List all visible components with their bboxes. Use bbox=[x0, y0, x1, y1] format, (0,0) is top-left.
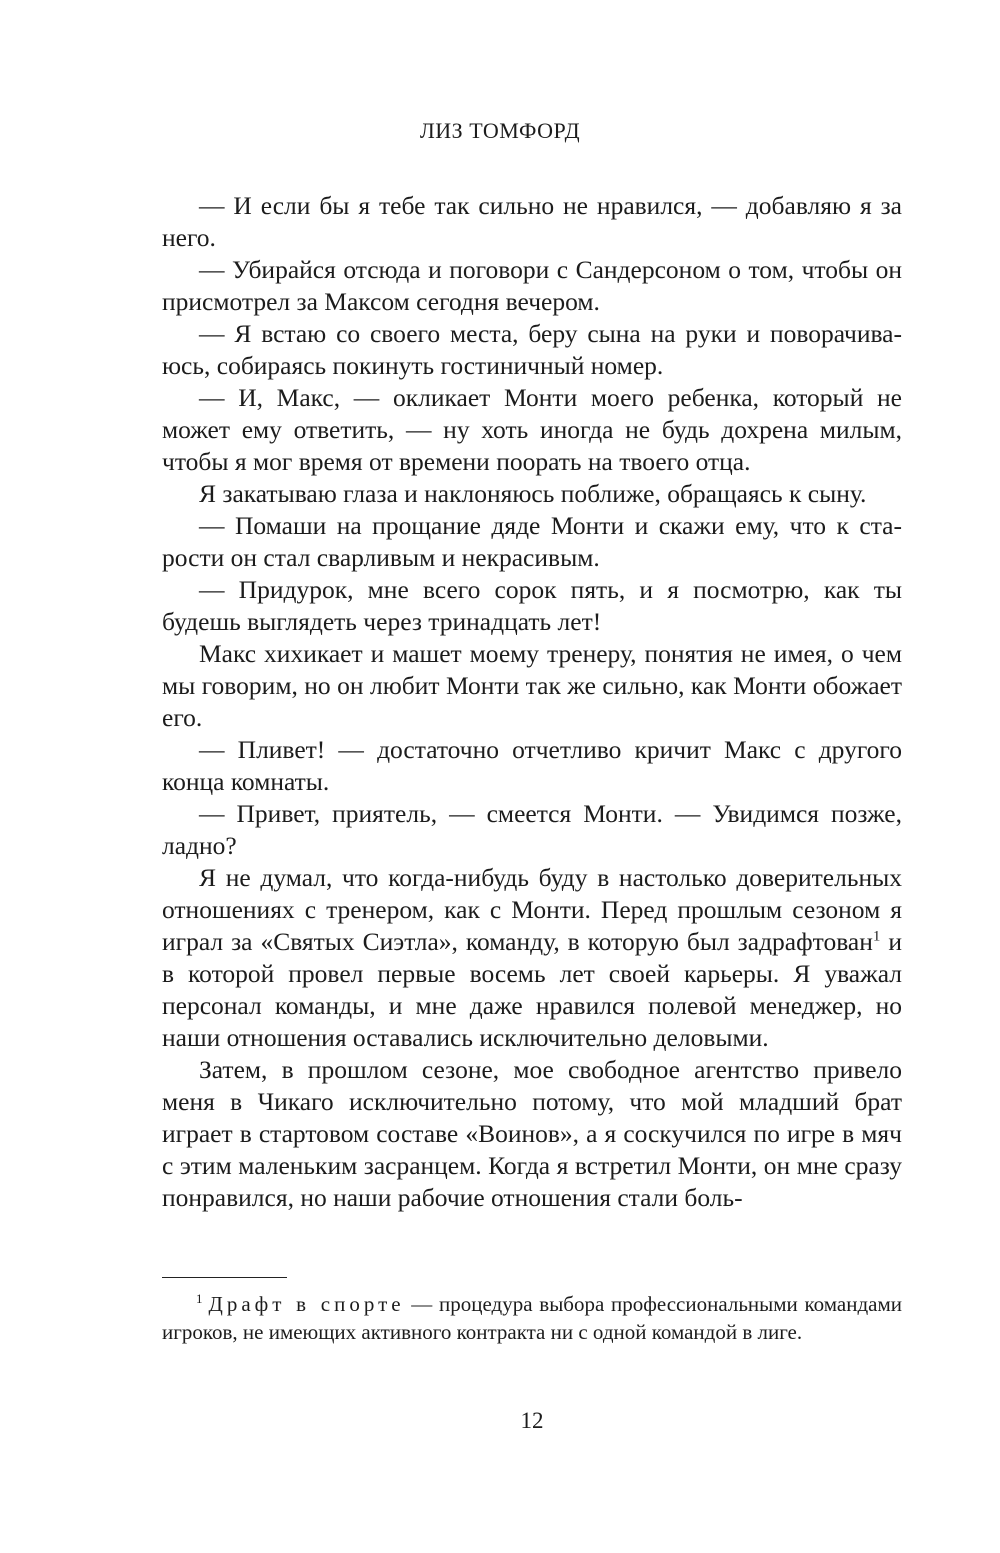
footnote-reference[interactable]: 1 bbox=[872, 928, 881, 945]
paragraph-with-footnote-ref bbox=[162, 862, 902, 1054]
running-head: ЛИЗ ТОМФОРД bbox=[419, 118, 581, 143]
paragraph: — И если бы я тебе так сильно не нравился, — добавляю я за него. bbox=[162, 191, 902, 252]
paragraph: — Убирайся отсюда и поговори с Сандерсоном о том, чтобы он присмотрел за Максом сегодня вечером. bbox=[162, 255, 902, 316]
paragraph: — Привет, приятель, — смеется Монти. — Увидимся позже, ладно? bbox=[162, 799, 902, 860]
paragraph: — Помаши на прощание дяде Монти и скажи ему, что к старости он стал сварливым и некрасивым. bbox=[162, 511, 902, 572]
paragraph-text: Я не думал, что когда-нибудь буду в настолько доверительных отношениях с тренером, как с Монти. Перед прошлым сезоном я играл за «Святых Сиэтла», команду, в которую был задрафтован bbox=[162, 863, 902, 956]
paragraph: — И, Макс, — окликает Монти моего ребенка, который не может ему ответить, — ну хоть иногда не будь дохрена милым, чтобы я мог время от времени поорать на твоего отца. bbox=[162, 383, 902, 476]
footnote bbox=[162, 1290, 902, 1346]
footnote-text: — процедура выбора профессиональными командами игроков, не имеющих активного контракта ни с одной командой в лиге. bbox=[162, 1292, 902, 1344]
footnote-term: Драфт в спорте bbox=[208, 1292, 405, 1316]
page-number: 12 bbox=[520, 1408, 544, 1433]
footnote-mark: 1 bbox=[196, 1291, 203, 1306]
paragraph: Я закатываю глаза и наклоняюсь поближе, обращаясь к сыну. bbox=[199, 479, 867, 508]
footnote-separator bbox=[162, 1277, 287, 1278]
paragraph: Макс хихикает и машет моему тренеру, понятия не имея, о чем мы говорим, но он любит Монти так же сильно, как Монти обожает его. bbox=[162, 639, 902, 732]
paragraph: Затем, в прошлом сезоне, мое свободное агентство привело меня в Чикаго исключительно потому, что мой младший брат играет в стартовом составе «Воинов», а я соскучился по игре в мяч с этим маленьким засранцем. Когда я встретил Монти, он мне сразу понравился, но наши рабочие отношения стали боль- bbox=[162, 1055, 902, 1212]
paragraph: — Пливет! — достаточно отчетливо кричит Макс с другого конца комнаты. bbox=[162, 735, 902, 796]
paragraph: — Я встаю со своего места, беру сына на руки и поворачиваюсь, собираясь покинуть гостиничный номер. bbox=[162, 319, 902, 380]
paragraph-text: и в которой провел первые восемь лет своей карьеры. Я уважал персонал команды, и мне даже нравился полевой менеджер, но наши отношения оставались исключительно деловыми. bbox=[162, 927, 902, 1052]
paragraph: — Придурок, мне всего сорок пять, и я посмотрю, как ты будешь выглядеть через тринадцать лет! bbox=[162, 575, 902, 636]
body-text bbox=[162, 190, 902, 1214]
